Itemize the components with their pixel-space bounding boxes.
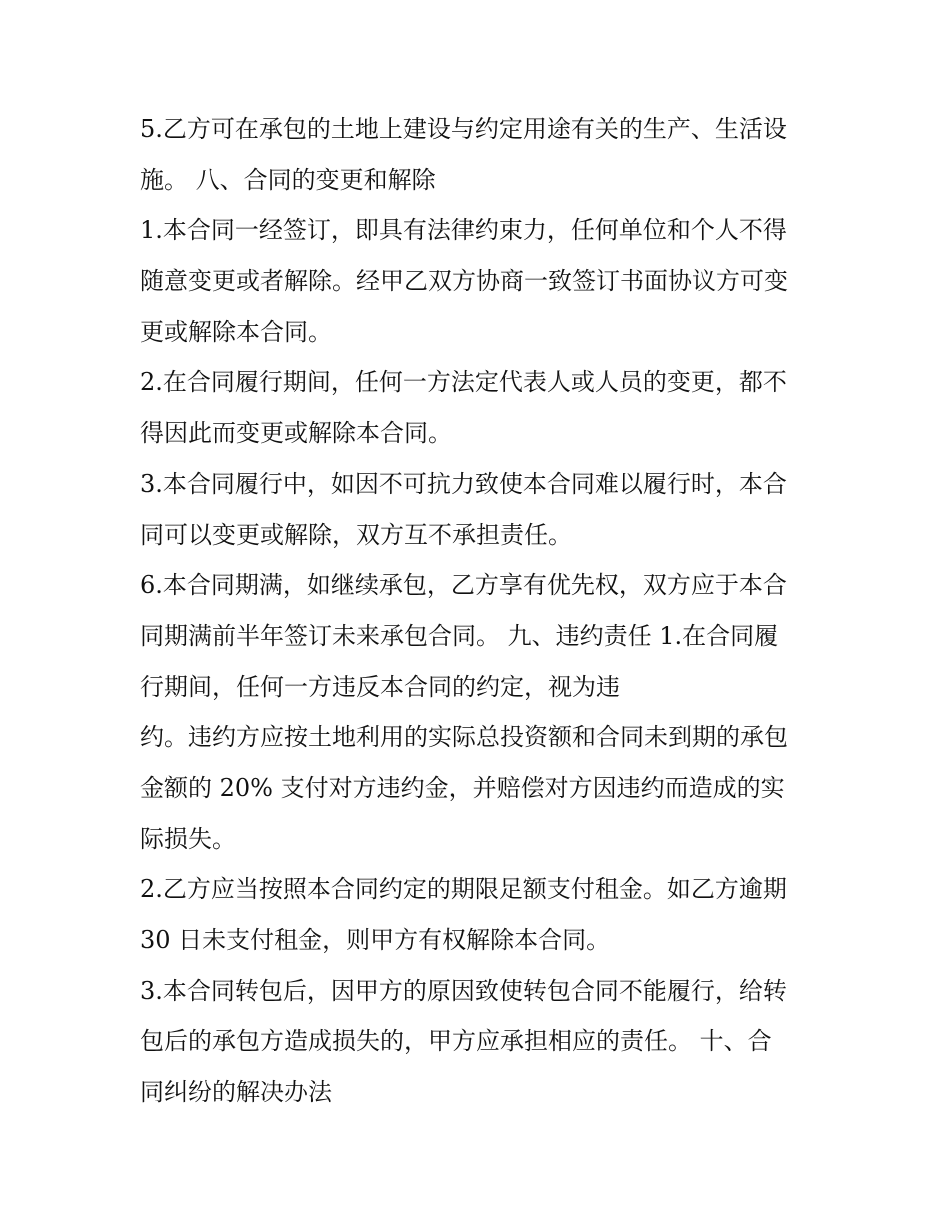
text-line: 30 日未支付租金，则甲方有权解除本合同。 <box>140 926 611 954</box>
text-line: 际损失。 <box>140 824 236 853</box>
text-line: 同期满前半年签订未来承包合同。 九、违约责任 1.在合同履 <box>140 621 779 650</box>
text-line: 行期间，任何一方违反本合同的约定，视为违 <box>140 672 620 701</box>
text-line: 施。 八、合同的变更和解除 <box>140 165 436 194</box>
text-line: 随意变更或者解除。经甲乙双方协商一致签订书面协议方可变 <box>140 267 788 296</box>
text-line: 5.乙方可在承包的土地上建设与约定用途有关的生产、生活设 <box>140 115 787 143</box>
text-line: 同可以变更或解除，双方互不承担责任。 <box>140 520 572 549</box>
text-line: 约。违约方应按土地利用的实际总投资额和合同未到期的承包 <box>140 723 788 752</box>
text-line: 2.乙方应当按照本合同约定的期限足额支付租金。如乙方逾期 <box>140 875 787 904</box>
text-line: 同纠纷的解决办法 <box>140 1078 332 1107</box>
text-line: 更或解除本合同。 <box>140 317 332 346</box>
text-line: 1.本合同一经签订，即具有法律约束力，任何单位和个人不得 <box>140 216 787 245</box>
text-line: 6.本合同期满，如继续承包，乙方享有优先权，双方应于本合 <box>140 571 787 600</box>
text-line: 金额的 20% 支付对方违约金，并赔偿对方因违约而造成的实 <box>140 773 785 802</box>
text-line: 2.在合同履行期间，任何一方法定代表人或人员的变更，都不 <box>140 368 787 397</box>
text-line: 包后的承包方造成损失的，甲方应承担相应的责任。 十、合 <box>140 1027 772 1056</box>
text-line: 3.本合同转包后，因甲方的原因致使转包合同不能履行，给转 <box>140 976 787 1005</box>
document-body <box>140 104 820 1118</box>
text-line: 得因此而变更或解除本合同。 <box>140 419 452 448</box>
text-line: 3.本合同履行中，如因不可抗力致使本合同难以履行时，本合 <box>140 469 787 498</box>
